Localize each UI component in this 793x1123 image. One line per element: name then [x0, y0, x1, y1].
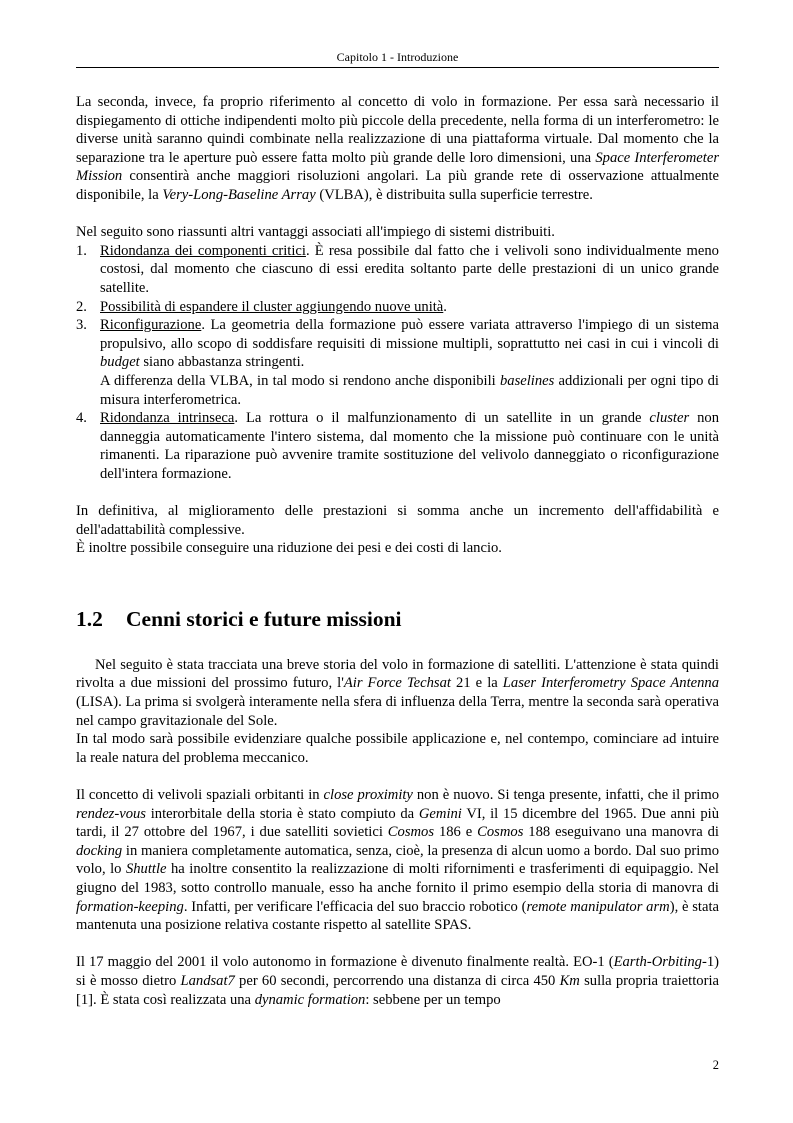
page-number: 2 [712, 1058, 719, 1072]
section-heading: 1.2 Cenni storici e future missioni [76, 606, 402, 631]
advantages-list [76, 242, 719, 484]
paragraph-history: Il concetto di velivoli spaziali orbitanti in close proximity non è nuovo. Si tenga presente, infatti, che il primo rendez-vous interorbitale della storia è stato compiuto da Gemini VI, il 15 dicembre del 1965. Due anni più tardi, il 27 ottobre del 1967, i due satelliti sovietici Cosmos 186 e Cosmos 188 eseguivano una manovra di docking in maniera completamente automatica, senza, cioè, la presenza di alcun uomo a bordo. Dal suo primo volo, lo Shuttle ha inoltre consentito la realizzazione di molti rifornimenti e trasferimenti di equipaggio. Nel giugno del 1983, sotto controllo manuale, esso ha anche fornito il primo esempio della storia di manovra di formation-keeping. Infatti, per verificare l'efficacia del suo braccio robotico (remote manipulator arm), è stata mantenuta una posizione relativa costante rispetto al satellite SPAS. [76, 787, 719, 934]
list-item: 3. Riconfigurazione. La geometria della formazione può essere variata attraverso l'impiego di un sistema propulsivo, allo scopo di soddisfare requisiti di missione multipli, soprattutto nei casi in cui i vincoli di budget siano abbastanza stringenti. A differenza della VLBA, in tal modo si rendono anche disponibili baselines addizionali per ogni tipo di misura interferometrica. [76, 317, 719, 408]
page-body [76, 93, 719, 1009]
list-item: 2. Possibilità di espandere il cluster aggiungendo nuove unità. [76, 298, 447, 315]
list-item: 1. Ridondanza dei componenti critici. È resa possibile dal fatto che i velivoli sono individualmente meno costosi, dal momento che ciascuno di essi eredita soltanto parte delle prestazioni di un unico grande satellite. [76, 242, 719, 296]
list-item: 4. Ridondanza intrinseca. La rottura o il malfunzionamento di un satellite in un grande cluster non danneggia automaticamente l'intero sistema, dal momento che la missione può continuare con le unità rimanenti. La riparazione può avvenire tramite sostituzione del velivolo danneggiato o riconfigurazione dell'intera formazione. [76, 410, 719, 482]
paragraph-eo1: Il 17 maggio del 2001 il volo autonomo in formazione è divenuto finalmente realtà. EO-1 (Earth-Orbiting-1) si è mosso dietro Landsat7 per 60 secondi, percorrendo una distanza di circa 450 Km sulla propria traiettoria [1]. È stata così realizzata una dynamic formation: sebbene per un tempo [76, 954, 719, 1008]
paragraph-history-intro: Nel seguito è stata tracciata una breve storia del volo in formazione di satelliti. L'attenzione è stata quindi rivolta a due missioni del prossimo futuro, l'Air Force Techsat 21 e la Laser Interferometry Space Antenna (LISA). La prima si svolgerà interamente nella sfera di influenza della Terra, mentre la seconda sarà operativa nel campo gravitazionale del Sole. In tal modo sarà possibile evidenziare qualche possibile applicazione e, nel contempo, cominciare ad intuire la reale natura del problema meccanico. [76, 656, 719, 766]
paragraph-advantages-intro: Nel seguito sono riassunti altri vantaggi associati all'impiego di sistemi distribuiti. [76, 224, 555, 241]
paragraph-conclusion: In definitiva, al miglioramento delle prestazioni si somma anche un incremento dell'affidabilità e dell'adattabilità complessive. È inoltre possibile conseguire una riduzione dei pesi e dei costi di lancio. [76, 503, 719, 557]
page-header [76, 50, 719, 68]
paragraph-formation: La seconda, invece, fa proprio riferimento al concetto di volo in formazione. Per essa sarà necessario il dispiegamento di ottiche indipendenti molto più piccole della precedente, nella forma di un interferometro: le diverse unità saranno quindi combinate nella realizzazione di una piattaforma virtuale. Dal momento che la separazione tra le aperture può essere fatta molto più grande delle loro dimensioni, una Space Interferometer Mission consentirà anche maggiori risoluzioni angolari. La più grande rete di osservazione attualmente disponibile, la Very-Long-Baseline Array (VLBA), è distribuita sulla superficie terrestre. [76, 94, 719, 203]
chapter-title: Capitolo 1 - Introduzione [336, 50, 459, 64]
